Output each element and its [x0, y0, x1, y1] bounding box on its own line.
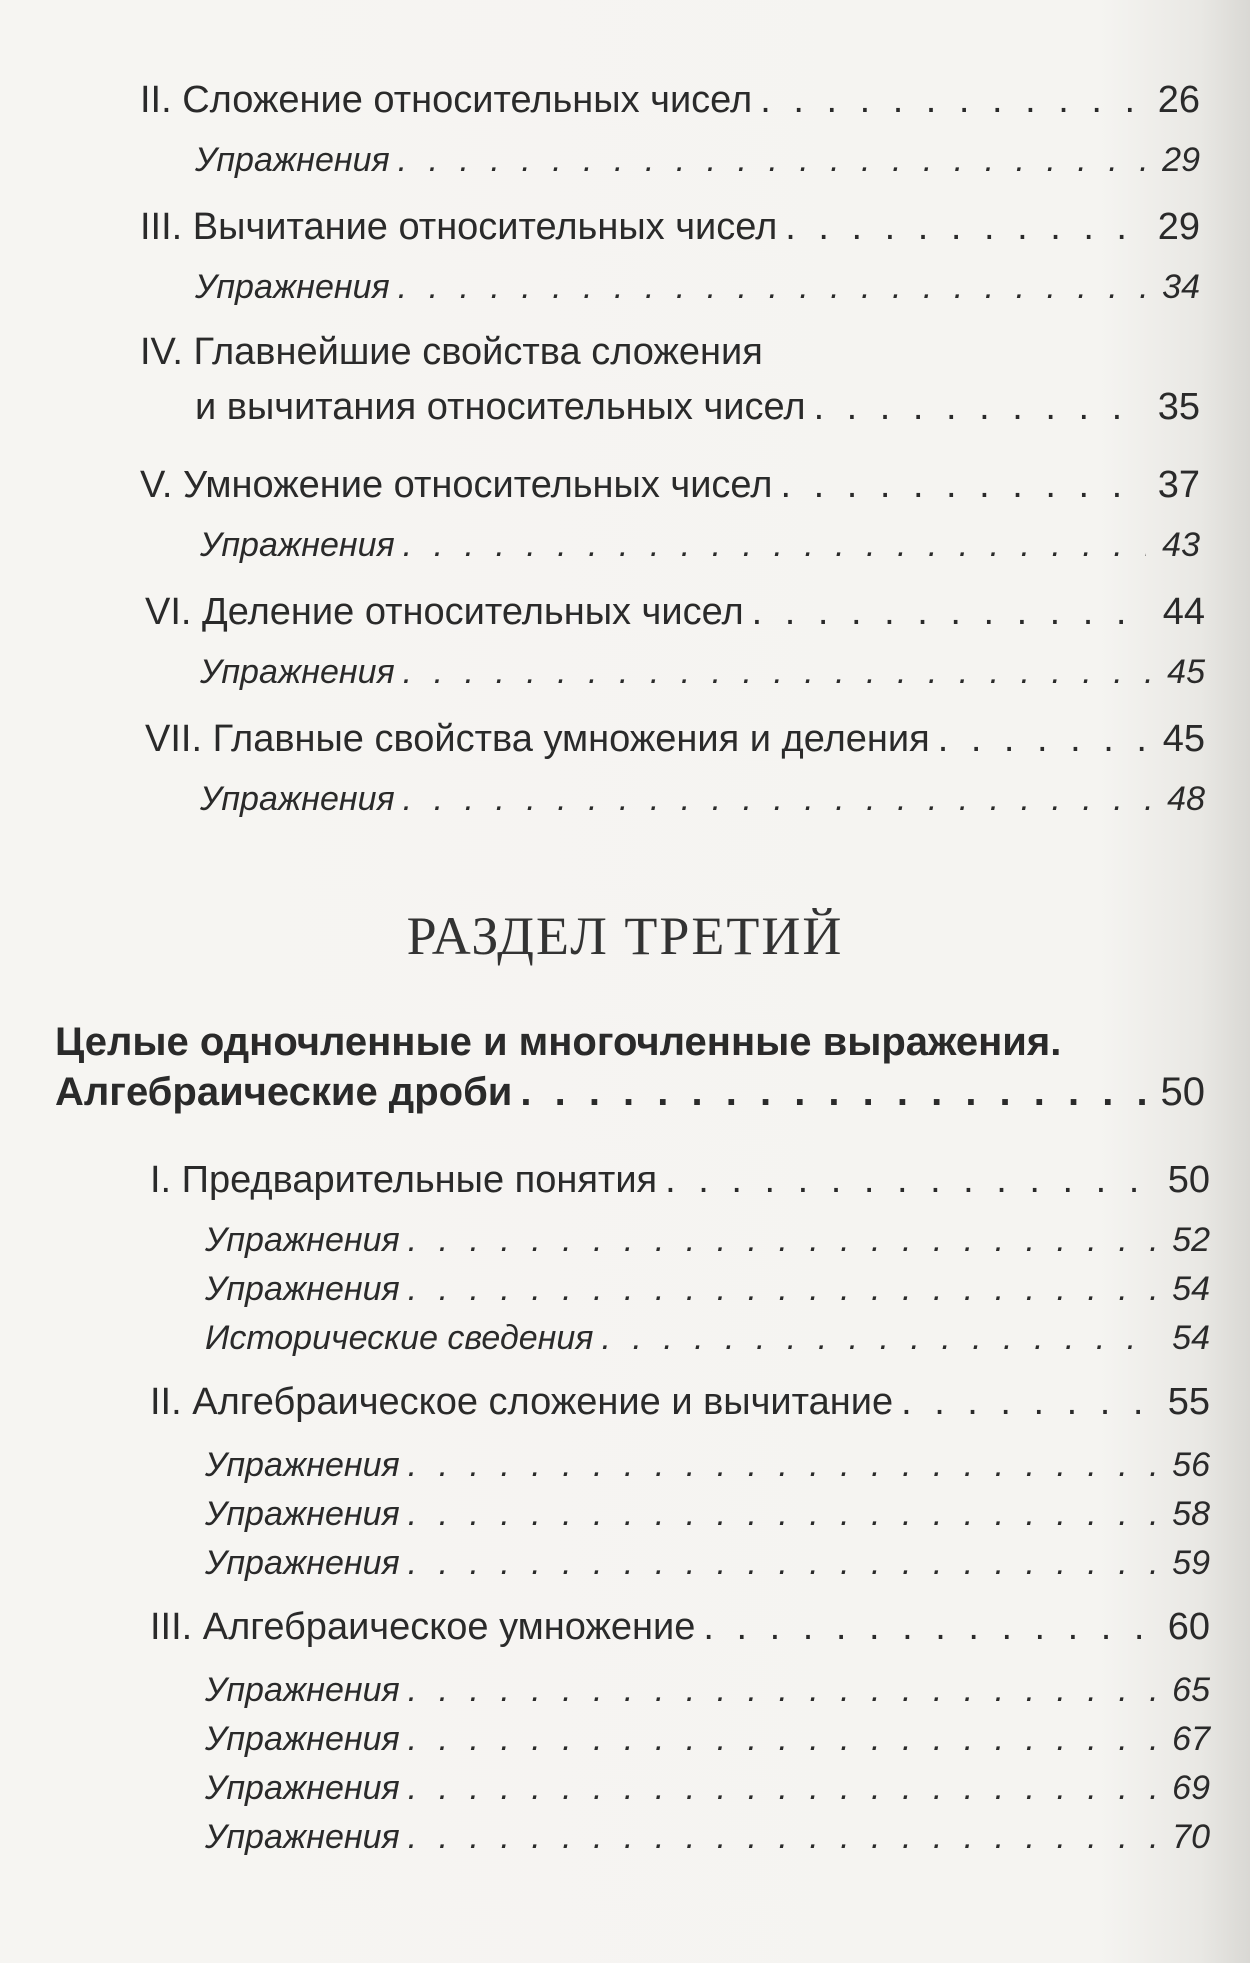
toc-entry-label: II. Алгебраическое сложение и вычитание: [150, 1381, 894, 1423]
toc-entry-label: и вычитания относительных чисел: [195, 386, 806, 428]
toc-page-number: 58: [1172, 1495, 1210, 1533]
toc-page-number: 67: [1172, 1720, 1210, 1758]
dot-leader: [780, 463, 1146, 507]
toc-page-number: 44: [1162, 591, 1205, 633]
toc-page-number: 56: [1172, 1446, 1210, 1484]
dot-leader: [938, 717, 1151, 761]
toc-page-number: 54: [1172, 1319, 1210, 1357]
dot-leader: [408, 1218, 1156, 1262]
dot-leader: [408, 1492, 1156, 1536]
toc-page-number: 60: [1167, 1606, 1210, 1648]
toc-entry-label: Упражнения: [205, 1544, 400, 1582]
toc-entry-label: Упражнения: [205, 1446, 400, 1484]
toc-subentry: [200, 523, 1200, 567]
dot-leader: [398, 138, 1146, 182]
dot-leader: [403, 523, 1146, 567]
toc-subentry: [200, 650, 1205, 694]
dot-leader: [665, 1158, 1156, 1202]
section-title: РАЗДЕЛ ТРЕТИЙ: [406, 906, 844, 966]
toc-page-number: 50: [1160, 1070, 1205, 1114]
toc-subentry: [205, 1541, 1210, 1585]
toc-subentry: [205, 1218, 1210, 1262]
dot-leader: [403, 777, 1151, 821]
toc-subentry: [205, 1492, 1210, 1536]
dot-leader: [408, 1541, 1156, 1585]
toc-page-number: 48: [1167, 780, 1205, 818]
dot-leader: [760, 78, 1146, 122]
dot-leader: [601, 1316, 1156, 1360]
toc-entry-label: Упражнения: [195, 268, 390, 306]
dot-leader: [403, 650, 1151, 694]
toc-entry: [140, 463, 1200, 507]
dot-leader: [408, 1766, 1156, 1810]
toc-page-number: 29: [1157, 206, 1200, 248]
toc-subentry: [205, 1717, 1210, 1761]
toc-page-number: 70: [1172, 1818, 1210, 1856]
toc-subentry: [205, 1443, 1210, 1487]
toc-entry-label: Упражнения: [205, 1221, 400, 1259]
dot-leader: [408, 1668, 1156, 1712]
toc-page-number: 37: [1157, 464, 1200, 506]
toc-subentry: [205, 1815, 1210, 1859]
toc-entry: [145, 590, 1205, 634]
toc-entry: [150, 1380, 1210, 1424]
toc-page-number: 45: [1162, 718, 1205, 760]
dot-leader: [398, 265, 1146, 309]
toc-entry: [195, 385, 1200, 429]
toc-subentry: [205, 1267, 1210, 1311]
toc-entry-label: Исторические сведения: [205, 1319, 594, 1357]
toc-subentry: [195, 265, 1200, 309]
toc-page-number: 34: [1162, 268, 1200, 306]
toc-page-number: 43: [1162, 526, 1200, 564]
section-heading-label: Алгебраические дроби: [55, 1070, 513, 1114]
toc-entry: [140, 205, 1200, 249]
toc-subentry: [195, 138, 1200, 182]
toc-entry-label: Упражнения: [195, 141, 390, 179]
toc-page-number: 52: [1172, 1221, 1210, 1259]
toc-entry: [150, 1605, 1210, 1649]
toc-entry-label: II. Сложение относительных чисел: [140, 79, 753, 121]
toc-entry-label: Упражнения: [205, 1720, 400, 1758]
toc-subentry: [200, 777, 1205, 821]
toc-page-number: 29: [1162, 141, 1200, 179]
dot-leader: [901, 1380, 1156, 1424]
dot-leader: [752, 590, 1151, 634]
toc-page-number: 59: [1172, 1544, 1210, 1582]
section-heading-line1: Целые одночленные и многочленные выражения.: [55, 1020, 1062, 1064]
toc-entry-label: III. Алгебраическое умножение: [150, 1606, 696, 1648]
dot-leader: [408, 1443, 1156, 1487]
toc-entry-label: VII. Главные свойства умножения и деления: [145, 718, 930, 760]
toc-entry-label: Упражнения: [200, 780, 395, 818]
toc-entry-label: Упражнения: [205, 1769, 400, 1807]
toc-page-number: 65: [1172, 1671, 1210, 1709]
toc-entry: [145, 717, 1205, 761]
dot-leader: [520, 1070, 1151, 1114]
dot-leader: [408, 1717, 1156, 1761]
toc-entry-label: Упражнения: [200, 653, 395, 691]
toc-entry: [140, 78, 1200, 122]
toc-entry-label: V. Умножение относительных чисел: [140, 464, 773, 506]
toc-page-number: 69: [1172, 1769, 1210, 1807]
toc-entry-label: III. Вычитание относительных чисел: [140, 206, 778, 248]
toc-entry-label: I. Предварительные понятия: [150, 1159, 658, 1201]
toc-entry-label-line1: IV. Главнейшие свойства сложения: [140, 331, 763, 373]
toc-entry-label: Упражнения: [200, 526, 395, 564]
toc-entry-label: Упражнения: [205, 1818, 400, 1856]
toc-page-number: 35: [1157, 386, 1200, 428]
toc-entry: [150, 1158, 1210, 1202]
toc-page-number: 55: [1167, 1381, 1210, 1423]
section-heading: [55, 1070, 1205, 1114]
toc-subentry: [205, 1766, 1210, 1810]
toc-page-number: 26: [1157, 79, 1200, 121]
dot-leader: [814, 385, 1146, 429]
toc-entry-label: Упражнения: [205, 1671, 400, 1709]
toc-subentry: [205, 1668, 1210, 1712]
toc-page-number: 45: [1167, 653, 1205, 691]
toc-page-number: 54: [1172, 1270, 1210, 1308]
toc-entry-label: Упражнения: [205, 1270, 400, 1308]
dot-leader: [408, 1267, 1156, 1311]
toc-entry-label: VI. Деление относительных чисел: [145, 591, 744, 633]
toc-entry-label: Упражнения: [205, 1495, 400, 1533]
toc-page-number: 50: [1167, 1159, 1210, 1201]
dot-leader: [408, 1815, 1156, 1859]
toc-subentry: [205, 1316, 1210, 1360]
dot-leader: [785, 205, 1146, 249]
dot-leader: [703, 1605, 1156, 1649]
